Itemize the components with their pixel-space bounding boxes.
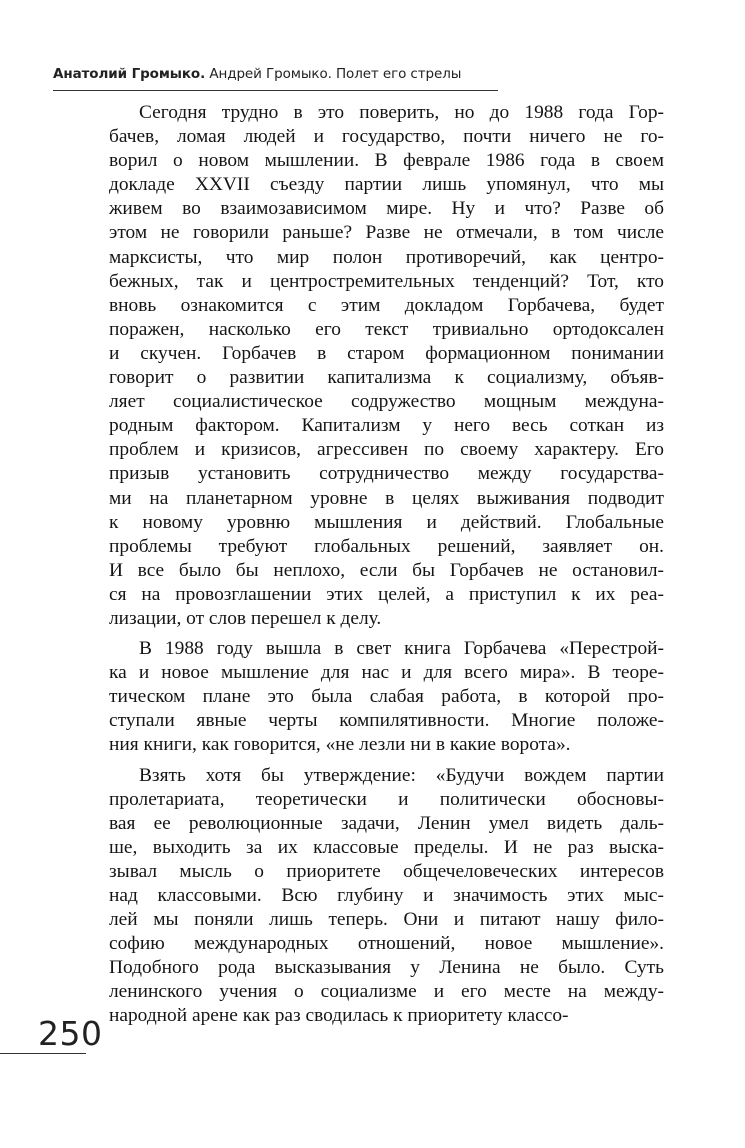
text-line: лей мы поняли лишь теперь. Они и питают нашу фило- — [109, 909, 664, 931]
paragraph — [109, 637, 664, 757]
text-line: Сегодня трудно в это поверить, но до 1988 года Гор- — [139, 102, 664, 123]
text-line: софию международных отношений, новое мышление». — [109, 933, 664, 955]
text-line: ми на планетарном уровне в целях выживания подводит — [109, 487, 664, 509]
text-line: бежных, так и центростремительных тенденций? Тот, кто — [109, 270, 664, 292]
text-line: народной арене как раз сводилась к приоритету классо- — [109, 1005, 569, 1027]
paragraph — [109, 764, 664, 1029]
text-line: и скучен. Горбачев в старом формационном понимании — [109, 342, 664, 364]
text-line: ступали явные черты компилятивности. Многие положе- — [109, 710, 664, 732]
text-line: проблем и кризисов, агрессивен по своему характеру. Его — [109, 439, 664, 461]
header-author: Анатолий Громыко. — [53, 66, 206, 82]
text-line: пролетариата, теоретически и политически обосновы- — [109, 788, 664, 810]
text-line: родным фактором. Капитализм у него весь соткан из — [109, 415, 664, 437]
page-number: 250 — [38, 1014, 103, 1053]
text-line: И все было бы неплохо, если бы Горбачев не остановил- — [109, 559, 664, 581]
header-rule — [53, 90, 498, 91]
text-line: марксисты, что мир полон противоречий, как центро- — [109, 246, 664, 268]
text-line: над классовыми. Всю глубину и значимость этих мыс- — [109, 885, 664, 906]
text-line: вая ее революционные задачи, Ленин умел видеть даль- — [109, 812, 664, 834]
text-line: говорит о развитии капитализма к социализму, объяв- — [109, 367, 664, 389]
text-line: вновь ознакомится с этим докладом Горбачева, будет — [109, 294, 664, 316]
text-line: этом не говорили раньше? Разве не отмечали, в том числе — [109, 222, 664, 244]
text-line: ка и новое мышление для нас и для всего мира». В теоре- — [109, 662, 664, 684]
text-line: докладе XXVII съезду партии лишь упомянул, что мы — [109, 174, 664, 196]
text-line: тическом плане это была слабая работа, в которой про- — [109, 686, 664, 708]
text-line: ляет социалистическое содружество мощным междуна- — [109, 391, 664, 413]
body-text — [109, 101, 664, 1035]
text-line: проблемы требуют глобальных решений, заявляет он. — [109, 535, 664, 557]
text-line: бачев, ломая людей и государство, почти ничего не го- — [109, 126, 664, 148]
text-line: лизации, от слов перешел к делу. — [109, 607, 382, 629]
text-line: ше, выходить за их классовые пределы. И не раз выска- — [109, 836, 664, 858]
text-line: ся на провозглашении этих целей, а приступил к их реа- — [109, 583, 664, 605]
text-line: Взять хотя бы утверждение: «Будучи вождем партии — [139, 764, 664, 786]
text-line: призыв установить сотрудничество между государства- — [109, 463, 664, 485]
page-number-rule — [0, 1053, 86, 1054]
header-book-title: Андрей Громыко. Полет его стрелы — [209, 66, 462, 82]
text-line: к новому уровню мышления и действий. Глобальные — [109, 511, 664, 533]
running-header — [53, 66, 498, 82]
text-line: ворил о новом мышлении. В феврале 1986 года в своем — [109, 150, 664, 172]
text-line: зывал мысль о приоритете общечеловеческих интересов — [109, 860, 664, 882]
text-line: ния книги, как говорится, «не лезли ни в какие ворота». — [109, 734, 571, 756]
text-line: Подобного рода высказывания у Ленина не было. Суть — [109, 957, 664, 979]
text-line: В 1988 году вышла в свет книга Горбачева «Перестрой- — [139, 638, 664, 660]
paragraph — [109, 101, 664, 631]
text-line: поражен, насколько его текст тривиально ортодоксален — [109, 318, 664, 340]
text-line: живем во взаимозависимом мире. Ну и что? Разве об — [109, 198, 664, 220]
text-line: ленинского учения о социализме и его месте на между- — [109, 981, 664, 1003]
